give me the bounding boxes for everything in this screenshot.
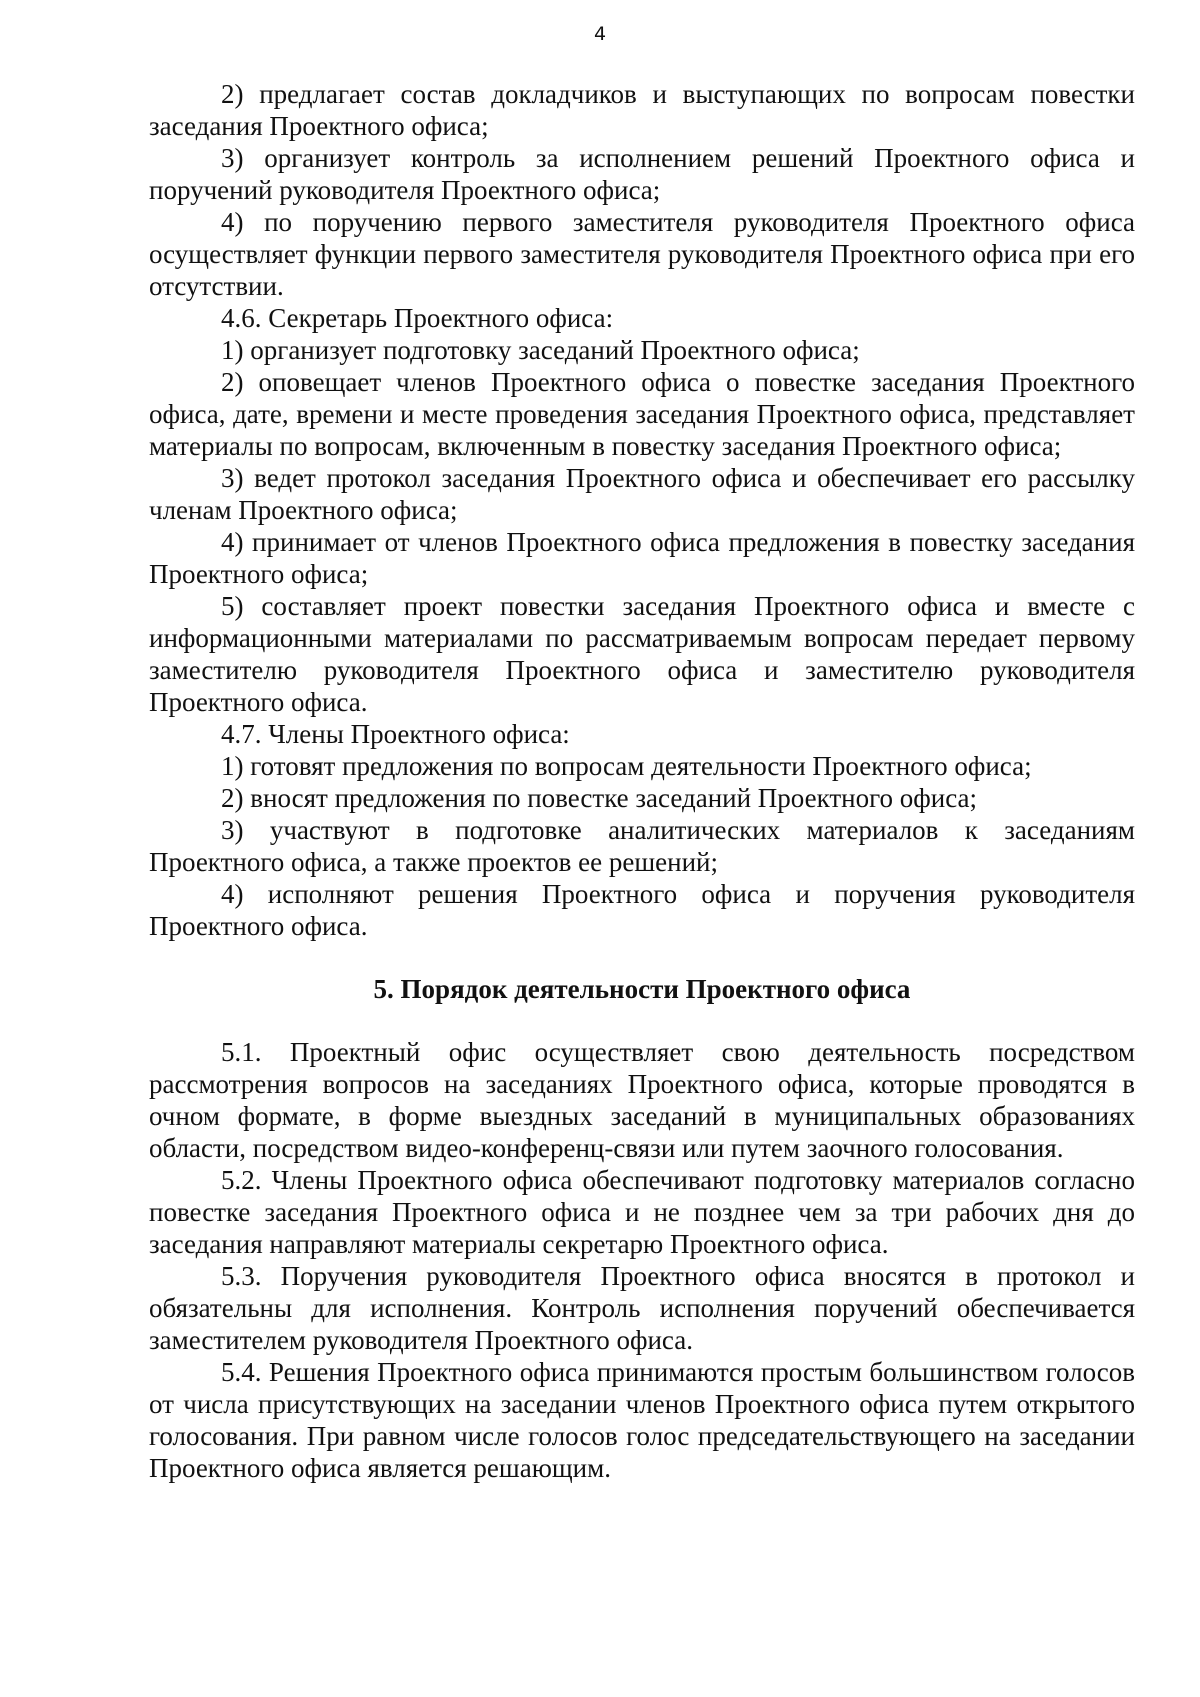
paragraph: 3) ведет протокол заседания Проектного офиса и обеспечивает его рассылку членам Проектного офиса; (149, 463, 1135, 525)
paragraph: 5.1. Проектный офис осуществляет свою деятельность посредством рассмотрения вопросов на заседаниях Проектного офиса, которые проводятся в очном формате, в форме выездных заседаний в муниципальных образованиях области, посредством видео-конференц-связи или путем заочного голосования. (149, 1037, 1135, 1163)
paragraph: 3) участвуют в подготовке аналитических материалов к заседаниям Проектного офиса, а также проектов ее решений; (149, 815, 1135, 877)
paragraph: 4) принимает от членов Проектного офиса предложения в повестку заседания Проектного офиса; (149, 527, 1135, 589)
paragraph: 3) организует контроль за исполнением решений Проектного офиса и поручений руководителя Проектного офиса; (149, 143, 1135, 205)
paragraph: 2) оповещает членов Проектного офиса о повестке заседания Проектного офиса, дате, времени и месте проведения заседания Проектного офиса, представляет материалы по вопросам, включенным в повестку заседания Проектного офиса; (149, 367, 1135, 461)
paragraph: 5.3. Поручения руководителя Проектного офиса вносятся в протокол и обязательны для исполнения. Контроль исполнения поручений обеспечивается заместителем руководителя Проектного офиса. (149, 1261, 1135, 1355)
paragraph: 5) составляет проект повестки заседания Проектного офиса и вместе с информационными материалами по рассматриваемым вопросам передает первому заместителю руководителя Проектного офиса и заместителю руководителя Проектного офиса. (149, 591, 1135, 717)
section-heading: 5. Порядок деятельности Проектного офиса (373, 974, 911, 1004)
paragraph: 4) по поручению первого заместителя руководителя Проектного офиса осуществляет функции первого заместителя руководителя Проектного офиса при его отсутствии. (149, 207, 1135, 301)
subsection-heading: 4.7. Члены Проектного офиса: (221, 719, 570, 749)
paragraph: 4) исполняют решения Проектного офиса и поручения руководителя Проектного офиса. (149, 879, 1135, 941)
subsection-heading: 4.6. Секретарь Проектного офиса: (221, 303, 614, 333)
paragraph: 5.2. Члены Проектного офиса обеспечивают подготовку материалов согласно повестке заседания Проектного офиса и не позднее чем за три рабочих дня до заседания направляют материалы секретарю Проектного офиса. (149, 1165, 1135, 1259)
document-body (149, 78, 1135, 1484)
paragraph: 1) готовят предложения по вопросам деятельности Проектного офиса; (221, 751, 1032, 781)
paragraph: 5.4. Решения Проектного офиса принимаются простым большинством голосов от числа присутствующих на заседании членов Проектного офиса путем открытого голосования. При равном числе голосов голос председательствующего на заседании Проектного офиса является решающим. (149, 1357, 1135, 1483)
paragraph: 2) вносят предложения по повестке заседаний Проектного офиса; (221, 783, 978, 813)
page-number: 4 (593, 23, 607, 45)
paragraph: 2) предлагает состав докладчиков и выступающих по вопросам повестки заседания Проектного офиса; (149, 79, 1135, 141)
paragraph: 1) организует подготовку заседаний Проектного офиса; (221, 335, 860, 365)
